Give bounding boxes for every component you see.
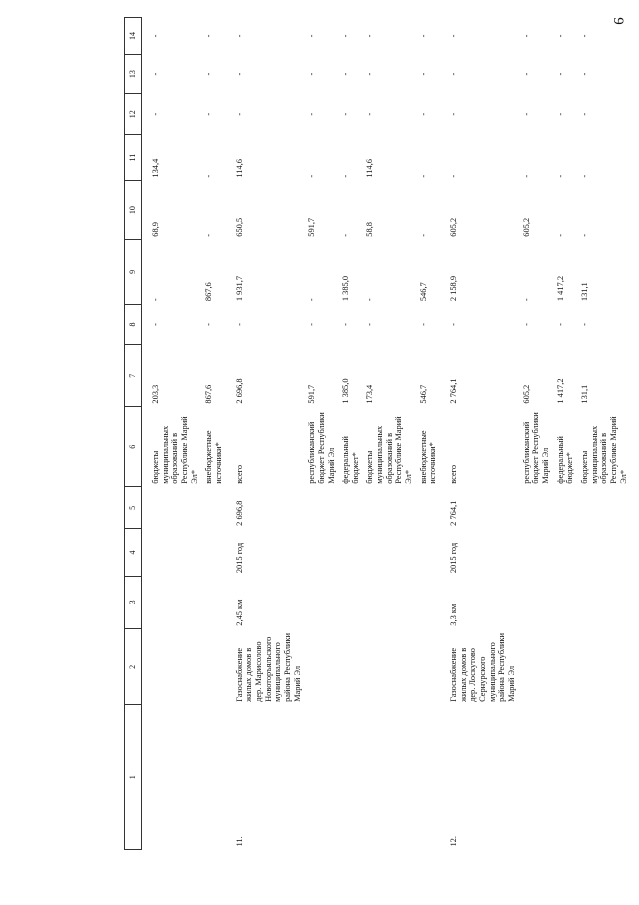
column-header-3: 3	[125, 576, 142, 629]
table-row	[519, 18, 553, 850]
cell-number	[577, 705, 630, 850]
cell-funding-source: всего	[449, 464, 459, 484]
cell-object-name	[362, 629, 415, 705]
cell-length	[304, 576, 338, 629]
cell-number	[362, 705, 415, 850]
cell-cost	[577, 487, 630, 529]
table-body	[142, 18, 631, 850]
cell-funding-source: внебюджетные источники*	[204, 430, 223, 484]
cell-length: 2,45 км	[234, 599, 244, 626]
cell-object-name	[304, 629, 338, 705]
cell-total: 591,7	[307, 384, 317, 404]
cell-object-name	[416, 629, 440, 705]
cell-period	[148, 529, 201, 576]
cell-period	[201, 529, 225, 576]
cell-length	[416, 576, 440, 629]
cell-value: -	[418, 112, 428, 116]
cell-funding-source: бюджеты муниципальных образований в Республике Марий Эл*	[151, 416, 199, 484]
cell-funding-source: бюджеты муниципальных образований в Республике Марий Эл*	[579, 416, 628, 484]
column-header-7: 7	[125, 345, 142, 407]
cell-period	[304, 529, 338, 576]
cell-value: 2 158,9	[449, 275, 459, 302]
cell-value: 650,5	[234, 217, 244, 237]
cell-value: -	[341, 323, 351, 326]
cell-value: -	[521, 174, 531, 178]
cell-value: -	[449, 72, 459, 76]
cell-total: 1 417,2	[555, 378, 565, 404]
table-row	[232, 18, 305, 850]
cell-total: 131,1	[579, 384, 589, 404]
cell-value: -	[365, 72, 375, 76]
cell-funding-source: всего	[234, 464, 244, 484]
cell-value: 546,7	[418, 282, 428, 302]
cell-value: 114,6	[365, 159, 375, 178]
cell-period	[362, 529, 415, 576]
cell-value: -	[151, 323, 160, 326]
cell-cost	[201, 487, 225, 529]
cell-length	[553, 576, 577, 629]
column-header-12: 12	[125, 94, 142, 135]
cell-value: -	[151, 72, 160, 76]
cell-value: -	[341, 34, 351, 38]
cell-value: 1 417,2	[555, 275, 565, 302]
cell-value: -	[521, 298, 531, 302]
cell-value: -	[365, 112, 375, 116]
column-header-6: 6	[125, 407, 142, 487]
cell-value: -	[307, 174, 317, 178]
cell-value: 114,6	[234, 159, 244, 178]
cell-funding-source: внебюджетные источники*	[418, 430, 438, 484]
cell-value: -	[521, 323, 531, 326]
cell-funding-source: республиканский бюджет Республики Марий Эл	[521, 412, 550, 484]
cell-value: -	[341, 112, 351, 116]
cell-period: 2015 год	[234, 542, 244, 574]
column-header-8: 8	[125, 304, 142, 345]
cell-value: -	[341, 72, 351, 76]
cell-object-name	[148, 629, 201, 705]
cell-number	[338, 705, 362, 850]
table-row	[148, 18, 201, 850]
cell-value: -	[579, 34, 589, 38]
cell-value: 58,8	[365, 222, 375, 237]
cell-value: -	[307, 34, 317, 38]
column-header-13: 13	[125, 54, 142, 93]
cell-value: 605,2	[449, 217, 459, 237]
cell-value: -	[449, 112, 459, 116]
cell-object-name	[519, 629, 553, 705]
cell-value: 605,2	[521, 217, 531, 237]
cell-value: -	[204, 112, 214, 116]
cell-total: 173,4	[365, 384, 375, 404]
cell-value: -	[579, 323, 589, 326]
cell-object-name	[577, 629, 630, 705]
cell-value: -	[555, 233, 565, 237]
cell-total: 546,7	[418, 384, 428, 404]
cell-value: -	[204, 174, 214, 178]
cell-value: -	[579, 174, 589, 178]
cell-value: -	[579, 233, 589, 237]
cell-value: -	[307, 323, 317, 326]
cell-number: 11.	[234, 836, 244, 847]
cell-cost: 2 764,1	[449, 500, 459, 526]
cell-total: 1 385,0	[341, 378, 351, 404]
cell-number	[416, 705, 440, 850]
cell-cost	[553, 487, 577, 529]
cell-length	[519, 576, 553, 629]
cell-value: -	[234, 323, 244, 326]
cell-object-name	[553, 629, 577, 705]
cell-object-name: Газоснабжение жилых домов в дер. Марисолово Новоторъяльского муниципального района Республики Марий Эл	[234, 633, 302, 702]
cell-value: -	[307, 298, 317, 302]
cell-cost	[416, 487, 440, 529]
cell-value: -	[234, 72, 244, 76]
cell-value: -	[365, 34, 375, 38]
column-header-11: 11	[125, 135, 142, 181]
cell-value: -	[555, 112, 565, 116]
page-number: 9	[610, 17, 626, 25]
cell-funding-source: федеральный бюджет*	[341, 436, 360, 484]
cell-value: -	[151, 112, 160, 116]
cell-funding-source: федеральный бюджет*	[555, 436, 575, 484]
cell-value: -	[449, 174, 459, 178]
cell-value: -	[204, 72, 214, 76]
column-header-2: 2	[125, 629, 142, 705]
cell-value: -	[234, 112, 244, 116]
cell-cost: 2 696,8	[234, 500, 244, 526]
table-row	[577, 18, 630, 850]
cell-value: -	[521, 72, 531, 76]
program-table	[124, 17, 630, 850]
cell-length	[362, 576, 415, 629]
cell-value: -	[204, 34, 214, 38]
cell-value: 131,1	[579, 282, 589, 302]
cell-value: -	[579, 72, 589, 76]
cell-number	[519, 705, 553, 850]
cell-value: -	[234, 34, 244, 38]
cell-length: 3,3 км	[449, 603, 459, 626]
cell-value: -	[418, 323, 428, 326]
column-header-4: 4	[125, 529, 142, 576]
cell-number: 12.	[449, 836, 459, 847]
cell-value: -	[341, 233, 351, 237]
cell-value: -	[151, 34, 160, 38]
cell-value: 867,6	[204, 282, 214, 302]
cell-period	[519, 529, 553, 576]
cell-number	[304, 705, 338, 850]
cell-value: 1 931,7	[234, 275, 244, 302]
cell-value: 68,9	[151, 222, 160, 237]
cell-period	[577, 529, 630, 576]
cell-value: 1 385,0	[341, 275, 351, 302]
cell-funding-source: бюджеты муниципальных образований в Республике Марий Эл*	[365, 416, 414, 484]
table-row	[553, 18, 577, 850]
column-number-row	[125, 18, 142, 850]
cell-cost	[362, 487, 415, 529]
cell-cost	[148, 487, 201, 529]
cell-value: -	[204, 233, 214, 237]
cell-number	[553, 705, 577, 850]
table-row	[201, 18, 225, 850]
cell-value: -	[521, 34, 531, 38]
cell-period	[416, 529, 440, 576]
cell-value: -	[151, 298, 160, 302]
cell-value: -	[449, 34, 459, 38]
cell-value: -	[555, 72, 565, 76]
table-row	[446, 18, 519, 850]
cell-value: -	[555, 174, 565, 178]
cell-value: -	[449, 323, 459, 326]
column-header-1: 1	[125, 705, 142, 850]
cell-object-name	[201, 629, 225, 705]
column-header-14: 14	[125, 18, 142, 55]
column-header-9: 9	[125, 240, 142, 304]
cell-period	[553, 529, 577, 576]
column-header-10: 10	[125, 181, 142, 240]
table-row	[304, 18, 338, 850]
cell-value: -	[418, 174, 428, 178]
cell-value: -	[418, 72, 428, 76]
cell-value: -	[365, 323, 375, 326]
cell-value: -	[307, 112, 317, 116]
cell-value: -	[204, 323, 214, 326]
cell-total: 2 764,1	[449, 378, 459, 404]
column-header-5: 5	[125, 487, 142, 529]
cell-value: -	[418, 233, 428, 237]
table-row	[362, 18, 415, 850]
cell-value: -	[555, 34, 565, 38]
cell-value: -	[521, 112, 531, 116]
cell-total: 2 696,8	[234, 378, 244, 404]
cell-period	[338, 529, 362, 576]
cell-length	[148, 576, 201, 629]
cell-value: 591,7	[307, 217, 317, 237]
cell-value: -	[555, 323, 565, 326]
cell-value: -	[418, 34, 428, 38]
cell-length	[201, 576, 225, 629]
cell-number	[148, 705, 201, 850]
cell-value: -	[307, 72, 317, 76]
rotated-table-area	[124, 17, 628, 850]
cell-value: -	[579, 112, 589, 116]
cell-cost	[519, 487, 553, 529]
cell-value: -	[341, 174, 351, 178]
cell-length	[338, 576, 362, 629]
cell-value: -	[365, 298, 375, 302]
cell-cost	[304, 487, 338, 529]
cell-total: 203,3	[151, 384, 160, 404]
cell-value: 134,4	[151, 158, 160, 178]
table-row	[416, 18, 440, 850]
cell-funding-source: республиканский бюджет Республики Марий Эл	[307, 412, 336, 484]
cell-total: 867,6	[204, 384, 214, 404]
cell-object-name: Газоснабжение жилых домов в дер. Лоскутово Сернурского муниципального района Республики Марий Эл	[449, 633, 516, 702]
table-row	[338, 18, 362, 850]
cell-number	[201, 705, 225, 850]
cell-object-name	[338, 629, 362, 705]
cell-period: 2015 год	[449, 542, 459, 574]
cell-length	[577, 576, 630, 629]
cell-total: 605,2	[521, 384, 531, 404]
cell-cost	[338, 487, 362, 529]
